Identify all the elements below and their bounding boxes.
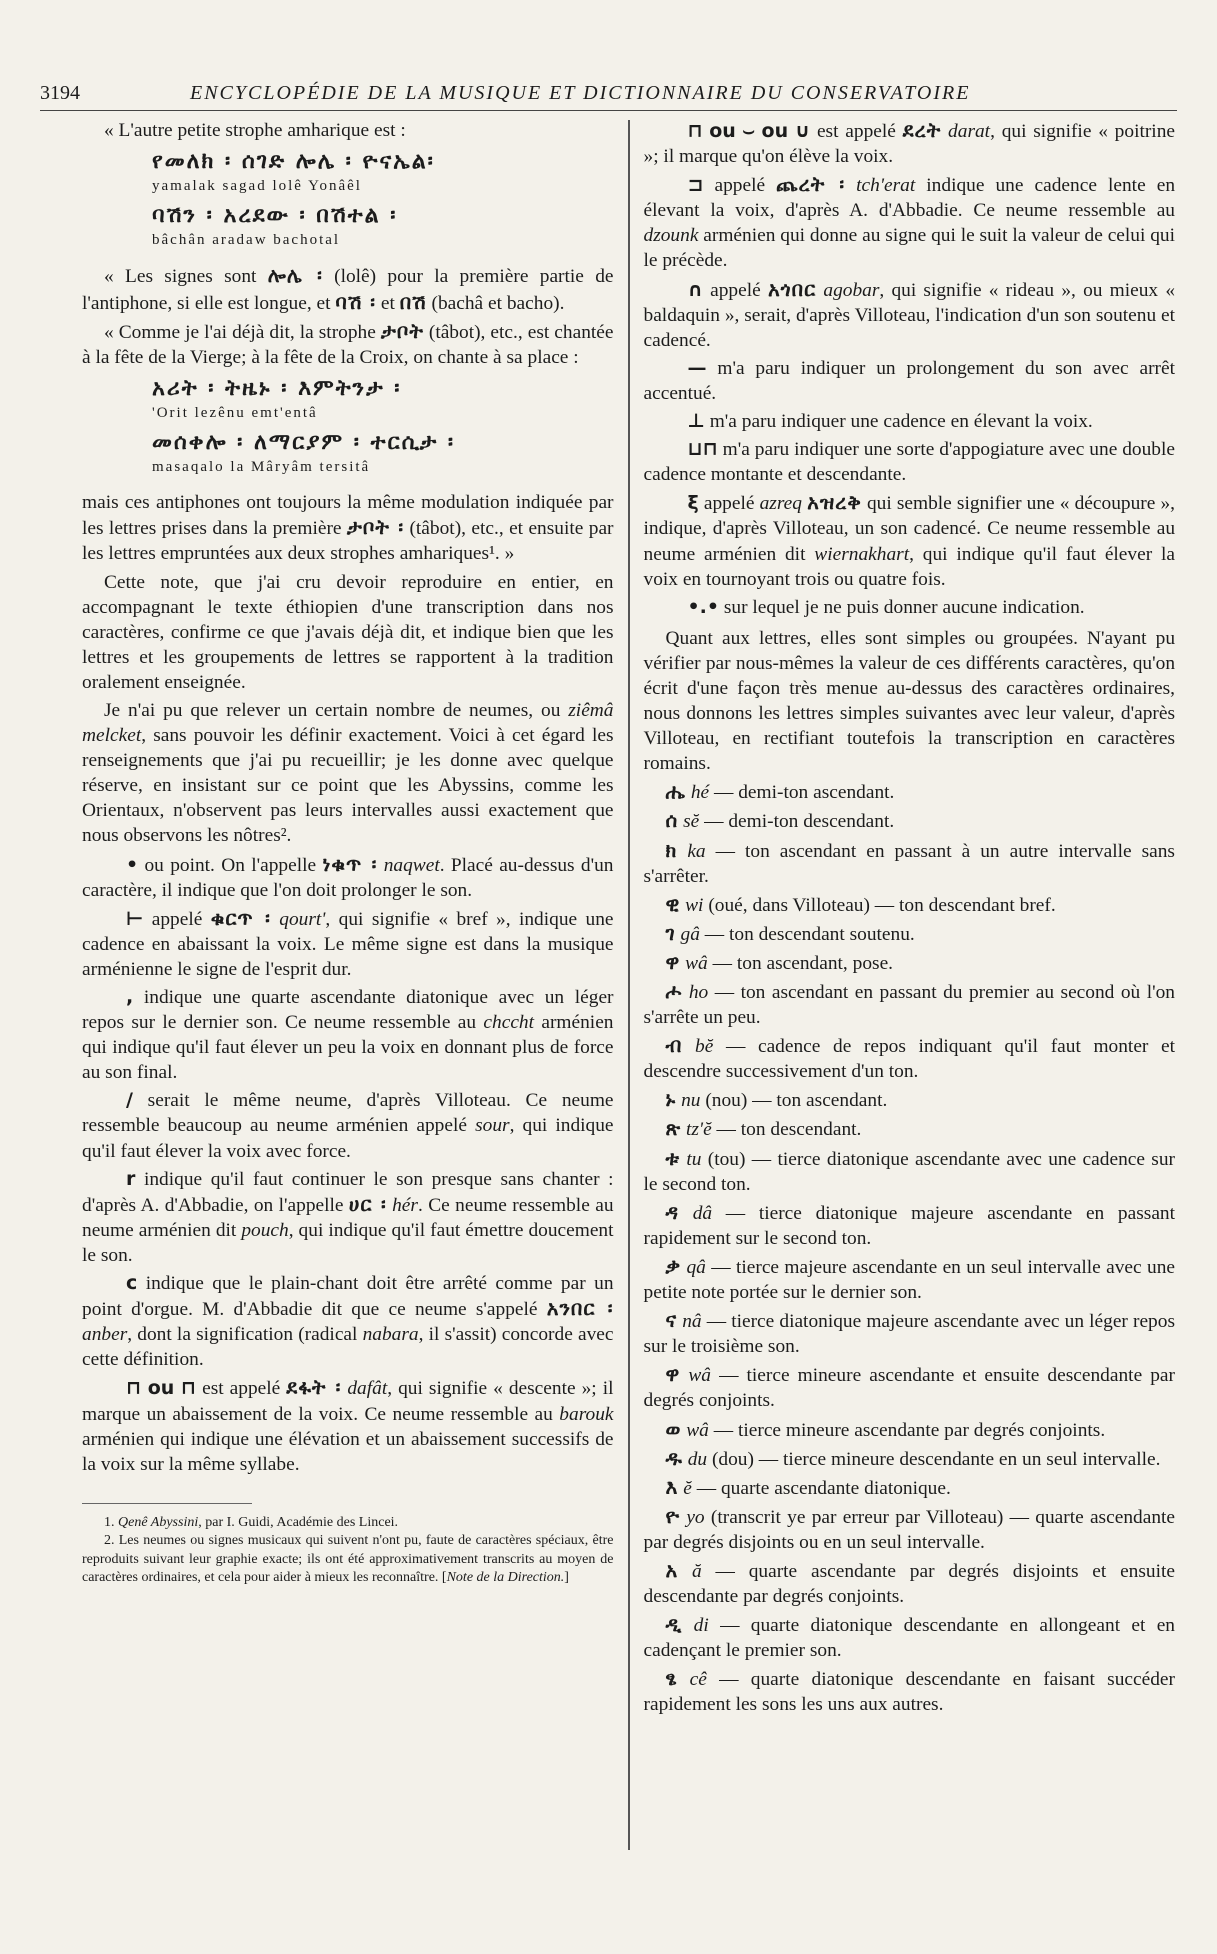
verse-transcription: masaqalo la Mâryâm tersitâ <box>152 459 371 476</box>
ethiopic-word: ታቦት <box>380 318 424 343</box>
paragraph: mais ces antiphones ont toujours la même modulation indiquée par les lettres prises dans la première ታቦት ፡ (tâbot), etc., et ensuite par les lettres empruntées aux deux strophes amhariques¹. » <box>82 492 614 565</box>
paragraph: « L'autre petite strophe amharique est : <box>104 120 406 141</box>
left-column <box>82 118 614 1850</box>
neume-entry: ⊔⊓ m'a paru indiquer une sorte d'appogiature avec une double cadence montante et descendante. <box>643 438 1176 486</box>
neume-glyph: r <box>126 1167 136 1190</box>
letter-transcription: di <box>693 1615 709 1637</box>
neume-glyph: , <box>126 986 134 1008</box>
verse-line: አሪት ፡ ትዜኑ ፡ እምትንታ ፡ <box>152 375 402 401</box>
letter-description: — demi-ton ascendant. <box>714 782 895 804</box>
ethiopic-letter: ና <box>665 1308 678 1333</box>
ethiopic-letter: ዊ <box>665 891 681 916</box>
neume-entry: — m'a paru indiquer un prolongement du son avec arrêt accentué. <box>643 356 1176 404</box>
neume-glyph: ⊔⊓ <box>687 438 718 461</box>
neume-entry: ⊥ m'a paru indiquer une cadence en élevant la voix. <box>644 409 1176 434</box>
neume-glyph: • <box>126 853 139 876</box>
ethiopic-letter: ቱ <box>665 1145 680 1170</box>
footnote-2: 2. Les neumes ou signes musicaux qui suivent n'ont pu, faute de caractères spéciaux, être reproduits suivant leur graphie exacte; ils ont été approximativement transcrits au moyen de caractères ordinaires, et cela pour aider à mieux les reconnaître. [Note de la Direction.] <box>82 1533 614 1586</box>
letter-description: — cadence de repos indiquant qu'il faut monter et descendre successivement d'un ton. <box>643 1036 1175 1083</box>
letter-description: — demi-ton descendant. <box>704 811 895 833</box>
letter-note: (transcrit ye par erreur par Villoteau) <box>710 1506 1004 1528</box>
neume-entry: ⊐ appelé ጨረት ፡ tch'erat indique une cadence lente en élevant la voix, d'après A. d'Abbadie. Ce neume ressemble au dzounk arménien qui donne au signe qui le suit la valeur de celui qui le précède. <box>643 172 1176 272</box>
ethiopic-letter: ቃ <box>665 1253 682 1278</box>
letter-entry <box>644 838 1176 889</box>
neume-entry: / serait le même neume, d'après Villoteau. Ce neume ressemble beaucoup au neume arménien appelé sour, qui indique qu'il faut élever la voix avec force. <box>82 1089 614 1162</box>
verse-line: መሰቀሎ ፡ ለማርያም ፡ ተርሲታ ፡ <box>152 430 456 456</box>
neume-glyph: / <box>126 1089 133 1112</box>
letter-entry <box>644 1146 1176 1197</box>
letter-entry <box>644 808 1176 834</box>
letter-transcription: wâ <box>688 1365 711 1387</box>
neume-entry: , indique une quarte ascendante diatonique avec un léger repos sur le dernier son. Ce neume ressemble au chccht arménien qui indique qu'il faut élever un peu la voix en donnant plus de force au son final. <box>82 986 614 1084</box>
letter-description: — quarte ascendante par degrés disjoints et ensuite descendante par degrés conjoints. <box>643 1560 1175 1608</box>
letter-description: — ton ascendant, pose. <box>712 952 894 974</box>
neume-entry: c indique que le plain-chant doit être arrêté comme par un point d'orgue. M. d'Abbadie dit que ce neume s'appelé አንበር ፡ anber, dont la signification (radical nabara, il s'assit) concorde avec cette définition. <box>82 1272 614 1371</box>
paragraph: Je n'ai pu que relever un certain nombre de neumes, ou ziêmâ melcket, sans pouvoir les définir exactement. Voici à cet égard les renseignements que j'ai pu recueillir; je les donne avec quelque réserve, en insistant sur ce point que les Abyssins, comme les Orientaux, n'observent pas leurs intervalles aussi exactement que nous observons les nôtres². <box>82 699 614 847</box>
neume-glyph: ⊢ <box>126 907 144 930</box>
letter-entry <box>644 950 1176 976</box>
neume-glyph: — <box>687 356 707 379</box>
neume-glyph: ⊓ ou ⊓ <box>126 1377 197 1400</box>
ethiopic-word: ባሽ ፡ <box>335 289 376 314</box>
letter-transcription: wâ <box>686 1419 709 1441</box>
letter-description: — tierce mineure ascendante par degrés conjoints. <box>713 1419 1106 1441</box>
letter-entry <box>644 1504 1176 1555</box>
letter-transcription: ka <box>687 840 706 862</box>
letter-transcription: sĕ <box>683 811 700 833</box>
letter-description: — quarte ascendante diatonique. <box>696 1477 951 1499</box>
letter-transcription: hé <box>690 782 710 804</box>
letter-transcription: du <box>687 1448 708 1470</box>
footnote-rule <box>82 1503 252 1514</box>
letter-entry <box>644 979 1176 1030</box>
paragraph: « Les signes sont ሎሌ ፡ (lolê) pour la première partie de l'antiphone, si elle est longue, et ባሽ ፡ et በሽ (bachâ et bacho). <box>82 263 614 314</box>
verse-transcription: 'Orit lezênu emt'entâ <box>152 404 318 421</box>
neume-entry: ⊢ appelé ቁርጥ ፡ qourt', qui signifie « bref », indique une cadence en abaissant la voix. Le même signe est dans la musique arménienne le signe de l'esprit dur. <box>82 905 614 980</box>
letter-entry <box>644 1362 1176 1413</box>
neume-glyph: •.• <box>687 595 720 618</box>
ethiopic-letter: ፄ <box>665 1666 678 1691</box>
letter-entry <box>644 1666 1176 1717</box>
ethiopic-word: ታቦት ፡ <box>346 515 405 540</box>
letter-transcription: ho <box>688 982 709 1003</box>
letter-transcription: tz'ĕ <box>686 1119 712 1141</box>
ethiopic-word: ሎሌ ፡ <box>267 263 323 288</box>
running-head <box>40 80 1177 111</box>
letter-transcription: qâ <box>686 1256 706 1278</box>
verse-transcription: yamalak sagad lolê Yonâêl <box>152 178 362 195</box>
letter-entry <box>644 1612 1176 1663</box>
letter-transcription: yo <box>686 1506 705 1528</box>
letter-description: — tierce majeure ascendante en un seul intervalle avec une petite note portée sur le dernier son. <box>643 1256 1175 1304</box>
letter-entry <box>644 1033 1176 1084</box>
letter-description: — ton ascendant en passant du premier au second où l'on s'arrête un peu. <box>643 982 1175 1029</box>
two-column-body <box>82 118 1175 1850</box>
letter-transcription: ĕ <box>683 1477 692 1499</box>
letter-description: — ton descendant. <box>716 1119 862 1141</box>
letter-note: (nou) <box>705 1090 748 1112</box>
letter-description: — ton descendant bref. <box>869 894 1056 916</box>
page-number: 3194 <box>40 82 80 104</box>
letter-description: — ton descendant soutenu. <box>704 923 915 945</box>
letter-entry <box>644 1200 1176 1251</box>
ethiopic-letter: ክ <box>665 837 678 862</box>
neume-entry: r indique qu'il faut continuer le son presque sans chanter : d'après A. d'Abbadie, on l'appelle ሀር ፡ hér. Ce neume ressemble au neume arménien dit pouch, qui indique qu'il faut émettre doucement le son. <box>82 1167 614 1266</box>
letter-entry <box>644 1087 1176 1113</box>
letter-description: — tierce diatonique ascendante avec une cadence sur le second ton. <box>643 1148 1176 1195</box>
letter-entry <box>644 1475 1176 1501</box>
letter-note: (dou) <box>711 1448 754 1470</box>
paragraph: Cette note, que j'ai cru devoir reproduire en entier, en accompagnant le texte éthiopien d'une transcription dans nos caractères, confirme ce que j'avais déjà dit, et indique bien que les lettres et les groupements de lettres se rapportent à la tradition oralement enseignée. <box>82 571 614 693</box>
ethiopic-letter: ዳ <box>665 1199 679 1224</box>
ethiopic-letter: ገ <box>665 920 676 945</box>
neume-glyph: ⊓ ou ⌣ ou ∪ <box>687 120 811 142</box>
letter-entry <box>644 1417 1176 1443</box>
footnotes <box>82 1514 614 1588</box>
neume-glyph: ⊥ <box>687 410 705 433</box>
ethiopic-letter: እ <box>665 1474 679 1499</box>
ethiopic-letter: ሖ <box>665 979 683 1003</box>
ethiopic-letter: አ <box>665 1557 679 1582</box>
letter-transcription: ă <box>692 1560 702 1582</box>
letter-entry <box>644 921 1176 947</box>
letter-description: — tierce diatonique majeure ascendante avec un léger repos sur le troisième son. <box>643 1311 1175 1358</box>
paragraph: Quant aux lettres, elles sont simples ou groupées. N'ayant pu vérifier par nous-mêmes la valeur de ces différents caractères, qu'on écrit d'une façon très menue au-dessus des caractères ordinaires, nous donnons les lettres simples suivantes avec leur valeur, d'après Villoteau, en rectifiant toutefois la transcription en caractères romains. <box>643 627 1176 775</box>
running-title: ENCYCLOPÉDIE DE LA MUSIQUE ET DICTIONNAIRE DU CONSERVATOIRE <box>190 82 971 104</box>
neume-entry: ⊓ ou ⊓ est appelé ደፋት ፡ dafât, qui signifie « descente »; il marque un abaissement de la voix. Ce neume ressemble au barouk arménien qui indique une élévation et un abaissement successifs de la voix sur la même syllabe. <box>82 1375 614 1475</box>
neume-glyph: ξ <box>687 492 699 515</box>
amharic-verse-2 <box>152 376 614 480</box>
letter-note: (oué, dans Villoteau) <box>708 894 870 916</box>
neume-entry: ξ appelé azreq አዝረቅ qui semble signifier une « découpure », indique, d'après Villoteau, un son cadencé. Ce neume ressemble au neume arménien dit wiernakhart, qui indique qu'il faut élever la voix en tournoyant trois ou quatre fois. <box>643 490 1176 590</box>
letter-description: — tierce diatonique majeure ascendante en passant rapidement sur le second ton. <box>643 1202 1176 1249</box>
neume-entry: •.• sur lequel je ne puis donner aucune indication. <box>644 595 1176 620</box>
footnote-1: 1. Qenê Abyssini, par I. Guidi, Académie des Lincei. <box>104 1514 399 1530</box>
letter-transcription: wi <box>685 894 704 916</box>
letter-transcription: wâ <box>685 952 708 974</box>
letter-list <box>644 779 1176 1717</box>
neume-glyph: ⊐ <box>687 174 704 197</box>
neume-glyph: ∩ <box>687 278 703 301</box>
right-column <box>644 118 1176 1850</box>
column-rule <box>628 120 630 1850</box>
ethiopic-letter: ሔ <box>665 779 686 804</box>
ethiopic-letter: ዲ <box>665 1612 683 1637</box>
neume-entry: ⊓ ou ⌣ ou ∪ est appelé ደረት darat, qui signifie « poitrine »; il marque qu'on élève la voix. <box>643 118 1175 168</box>
letter-entry <box>644 779 1176 805</box>
neume-glyph: c <box>126 1272 138 1295</box>
letter-transcription: cê <box>689 1669 707 1691</box>
ethiopic-letter: ጽ <box>665 1116 682 1141</box>
letter-description: — tierce mineure ascendante et ensuite descendante par degrés conjoints. <box>643 1365 1176 1412</box>
letter-note: (tou) <box>707 1148 746 1170</box>
letter-transcription: gâ <box>680 923 700 945</box>
letter-description: — tierce mineure descendante en un seul intervalle. <box>753 1448 1161 1470</box>
verse-line: የመለክ ፡ ሰገድ ሎሌ ፡ ዮናኤል፡ <box>152 149 435 175</box>
letter-entry <box>644 1254 1176 1305</box>
letter-description: — ton ascendant. <box>747 1090 888 1112</box>
ethiopic-letter: ኑ <box>665 1087 677 1112</box>
ethiopic-letter: ወ <box>665 1416 682 1441</box>
ethiopic-word: በሽ <box>399 289 427 314</box>
ethiopic-letter: ዋ <box>665 949 681 974</box>
ethiopic-letter: ብ <box>665 1033 683 1058</box>
letter-transcription: bĕ <box>695 1036 714 1058</box>
letter-entry <box>644 1116 1176 1142</box>
letter-entry <box>644 892 1176 918</box>
letter-description: — ton ascendant en passant à un autre intervalle sans s'arrêter. <box>643 840 1175 887</box>
letter-entry <box>644 1308 1176 1359</box>
letter-description: — quarte diatonique descendante en faisant succéder rapidement les sons les uns aux autres. <box>643 1669 1175 1716</box>
letter-transcription: dâ <box>692 1202 713 1224</box>
letter-transcription: tu <box>686 1148 702 1170</box>
neume-entry: ∩ appelé አጎበር agobar, qui signifie « rideau », ou mieux « baldaquin », serait, d'après Villoteau, l'indication d'un son soutenu et cadencé. <box>643 276 1176 351</box>
letter-description: — quarte ascendante par degrés disjoints ou en un seul intervalle. <box>643 1506 1176 1553</box>
letter-description: — quarte diatonique descendante en allongeant et en cadençant le premier son. <box>643 1615 1176 1662</box>
letter-transcription: nu <box>681 1090 701 1112</box>
paragraph: « Comme je l'ai déjà dit, la strophe ታቦት (tâbot), etc., est chantée à la fête de la Vierge; à la fête de la Croix, on chante à sa place : <box>82 318 614 368</box>
neume-entry: • ou point. On l'appelle ነቁጥ ፡ naqwet. Placé au-dessus d'un caractère, il indique que l'on doit prolonger le son. <box>82 851 614 901</box>
verse-line: ባሽን ፡ አረደው ፡ በሽተል ፡ <box>152 203 398 229</box>
letter-transcription: nâ <box>682 1311 702 1333</box>
ethiopic-letter: ሰ <box>665 808 679 833</box>
ethiopic-letter: ዮ <box>665 1503 681 1528</box>
ethiopic-letter: ዋ <box>665 1362 681 1387</box>
ethiopic-letter: ዱ <box>665 1445 683 1470</box>
amharic-verse-1 <box>152 149 614 253</box>
letter-entry <box>644 1446 1176 1472</box>
verse-transcription: bâchân aradaw bachotal <box>152 232 341 249</box>
letter-entry <box>644 1558 1176 1609</box>
